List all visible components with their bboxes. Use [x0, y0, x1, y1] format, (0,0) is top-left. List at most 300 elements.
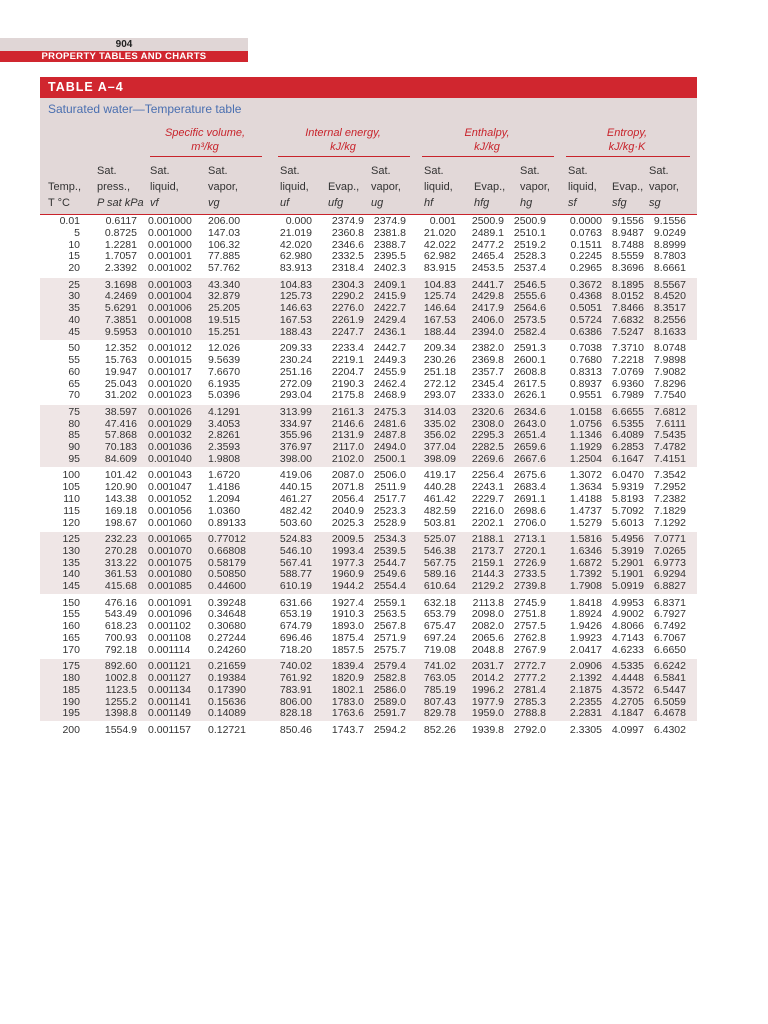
table-cell: 2.0906: [569, 660, 602, 673]
table-cell: 2357.7: [471, 365, 504, 378]
table-cell: 5.3919: [611, 544, 644, 557]
table-cell: 2767.9: [513, 643, 546, 656]
table-cell: 40: [68, 314, 80, 327]
group-rule: [150, 156, 262, 157]
group-header-entropy: [566, 126, 688, 154]
table-cell: 6.4302: [653, 723, 686, 736]
table-cell: 8.9487: [611, 226, 644, 239]
table-cell: 546.10: [279, 544, 312, 557]
table-cell: 2594.2: [373, 723, 406, 736]
table-cell: 4.9002: [611, 608, 644, 621]
table-cell: 567.75: [423, 556, 456, 569]
table-cell: 334.97: [279, 417, 312, 430]
table-cell: 0.30680: [208, 620, 246, 633]
group-header-enthalpy: [422, 126, 552, 154]
table-cell: 0.5051: [569, 302, 602, 315]
table-cell: 567.41: [279, 556, 312, 569]
group-rule: [422, 156, 554, 157]
table-cell: 1.0360: [208, 504, 241, 517]
table-cell: 5.2901: [611, 556, 644, 569]
table-cell: 230.24: [279, 354, 312, 367]
table-cell: 2462.4: [373, 377, 406, 390]
table-cell: 0.001020: [148, 377, 192, 390]
table-cell: 5.0396: [208, 389, 241, 402]
table-cell: 719.08: [423, 643, 456, 656]
table-cell: 32.879: [208, 290, 241, 303]
table-cell: 1.7392: [569, 568, 602, 581]
table-cell: 270.28: [104, 544, 137, 557]
table-cell: 8.1633: [653, 325, 686, 338]
table-cell: 167.53: [279, 314, 312, 327]
table-cell: 2117.0: [332, 441, 364, 454]
table-cell: 2429.4: [373, 314, 406, 327]
table-cell: 2777.2: [513, 672, 546, 685]
table-cell: 1977.9: [471, 695, 504, 708]
table-cell: 7.5435: [653, 429, 686, 442]
table-cell: 2098.0: [471, 608, 504, 621]
table-cell: 0.1511: [570, 238, 602, 251]
column-header-line: P sat kPa: [97, 197, 144, 209]
table-cell: 8.5559: [611, 250, 644, 263]
table-cell: 104.83: [423, 278, 456, 291]
table-cell: 0.8725: [104, 226, 137, 239]
table-cell: 2582.4: [513, 325, 546, 338]
table-cell: 2567.8: [373, 620, 406, 633]
table-cell: 8.4520: [653, 290, 686, 303]
table-cell: 2691.1: [513, 493, 546, 506]
table-cell: 0.27244: [208, 632, 246, 645]
table-cell: 0.2965: [569, 262, 602, 275]
column-header: [150, 163, 179, 211]
table-cell: 251.16: [279, 365, 312, 378]
table-cell: 1.3072: [569, 469, 602, 482]
table-cell: 0.001085: [148, 580, 192, 593]
table-cell: 2065.6: [471, 632, 504, 645]
table-cell: 2517.7: [373, 493, 406, 506]
table-cell: 4.6233: [611, 643, 644, 656]
table-cell: 1.4186: [208, 481, 241, 494]
table-row: [40, 326, 697, 339]
table-cell: 1.2094: [208, 493, 241, 506]
table-cell: 2.2831: [569, 707, 602, 720]
table-cell: 0.001000: [148, 226, 192, 239]
table-cell: 4.9953: [611, 596, 644, 609]
table-cell: 7.1292: [653, 516, 686, 529]
table-cell: 892.60: [104, 660, 137, 673]
table-cell: 6.5447: [653, 683, 686, 696]
table-cell: 2745.9: [513, 596, 546, 609]
table-row: [40, 644, 697, 657]
table-cell: 2475.3: [373, 405, 406, 418]
table-cell: 2381.8: [373, 226, 406, 239]
table-cell: 0.7038: [569, 342, 602, 355]
table-cell: 419.17: [423, 469, 456, 482]
table-cell: 2129.2: [471, 580, 504, 593]
table-cell: 792.18: [104, 643, 137, 656]
table-cell: 0.39248: [208, 596, 246, 609]
group-unit: kJ/kg: [330, 141, 356, 153]
table-cell: 2667.6: [513, 453, 546, 466]
table-row: [40, 262, 697, 275]
table-cell: 1802.1: [331, 683, 364, 696]
table-cell: 2626.1: [513, 389, 546, 402]
table-cell: 0.44600: [208, 580, 246, 593]
column-header-line: Evap.,: [474, 181, 506, 193]
table-cell: 361.53: [104, 568, 137, 581]
table-cell: 0.21659: [208, 660, 246, 673]
table-cell: 31.202: [104, 389, 137, 402]
table-cell: 6.4678: [653, 707, 686, 720]
column-header-line: hfg: [474, 197, 490, 209]
column-header-line: vf: [150, 197, 159, 209]
column-header-line: sg: [649, 197, 661, 209]
table-cell: 2071.8: [331, 481, 364, 494]
table-cell: 1960.9: [331, 568, 364, 581]
table-cell: 4.0997: [611, 723, 644, 736]
table-cell: 0.001023: [148, 389, 192, 402]
table-cell: 190: [62, 695, 80, 708]
table-cell: 8.5567: [653, 278, 686, 291]
table-cell: 0.001002: [148, 262, 192, 275]
table-cell: 0.01: [59, 215, 80, 227]
column-header-line: [474, 163, 505, 179]
table-cell: 2422.7: [373, 302, 406, 315]
table-cell: 1.5279: [569, 516, 602, 529]
table-cell: 763.05: [423, 672, 456, 685]
table-cell: 1.2281: [104, 238, 137, 251]
table-cell: 2409.1: [373, 278, 406, 291]
table-cell: 1820.9: [331, 672, 364, 685]
table-cell: 90: [68, 441, 80, 454]
table-cell: 9.1556: [653, 215, 686, 227]
table-cell: 2.1392: [569, 672, 602, 685]
table-cell: 15.251: [208, 325, 241, 338]
column-header-line: Sat.: [208, 165, 228, 177]
table-cell: 589.16: [423, 568, 456, 581]
table-cell: 852.26: [423, 723, 456, 736]
table-cell: 2290.2: [331, 290, 364, 303]
group-header-specific-volume: [150, 126, 260, 154]
table-cell: 6.5059: [653, 695, 686, 708]
page-header: [0, 38, 248, 64]
table-cell: 2579.4: [373, 660, 406, 673]
table-cell: 77.885: [208, 250, 241, 263]
table-cell: 2082.0: [471, 620, 504, 633]
table-cell: 0.001043: [148, 469, 192, 482]
table-cell: 8.7488: [611, 238, 644, 251]
table-cell: 2481.6: [373, 417, 406, 430]
table-cell: 188.44: [423, 325, 456, 338]
column-header-line: Sat.: [280, 165, 300, 177]
table-cell: 57.762: [208, 262, 241, 275]
table-cell: 1554.9: [104, 723, 137, 736]
table-cell: 696.46: [279, 632, 312, 645]
table-cell: 2788.8: [513, 707, 546, 720]
table-cell: 2304.3: [331, 278, 364, 291]
table-cell: 0.9551: [569, 389, 602, 402]
table-cell: 0.001141: [148, 695, 192, 708]
table-cell: 0.001102: [148, 620, 192, 633]
table-cell: 2781.4: [513, 683, 546, 696]
table-cell: 807.43: [423, 695, 456, 708]
table-cell: 70: [68, 389, 80, 402]
table-cell: 2318.4: [331, 262, 364, 275]
table-cell: 0.001080: [148, 568, 192, 581]
table-cell: 2031.7: [471, 660, 504, 673]
table-cell: 7.3542: [653, 469, 686, 482]
table-cell: 232.23: [104, 533, 137, 545]
table-cell: 461.42: [423, 493, 456, 506]
table-cell: 155: [62, 608, 80, 621]
table-cell: 2519.2: [513, 238, 546, 251]
table-cell: 806.00: [279, 695, 312, 708]
table-cell: 6.7989: [611, 389, 644, 402]
table-cell: 175: [62, 660, 80, 673]
column-header-line: uf: [280, 197, 290, 209]
table-cell: 7.1829: [653, 504, 686, 517]
table-cell: 2455.9: [373, 365, 406, 378]
table-cell: 5: [74, 226, 80, 239]
table-cell: 2762.8: [513, 632, 546, 645]
section-title: PROPERTY TABLES AND CHARTS: [0, 51, 248, 62]
table-cell: 0.001127: [148, 672, 192, 685]
table-cell: 5.8193: [611, 493, 644, 506]
table-cell: 1910.3: [331, 608, 364, 621]
table-cell: 2146.6: [331, 417, 364, 430]
table-cell: 419.06: [279, 469, 312, 482]
table-cell: 2374.9: [331, 215, 364, 227]
table-cell: 828.18: [279, 707, 312, 720]
table-cell: 195: [62, 707, 80, 720]
table-cell: 2511.9: [374, 481, 406, 494]
table-cell: 105: [62, 481, 80, 494]
table-cell: 4.1847: [611, 707, 644, 720]
table-cell: 160: [62, 620, 80, 633]
table-cell: 6.6655: [611, 405, 644, 418]
table-cell: 0.7680: [569, 354, 602, 367]
table-cell: 62.982: [423, 250, 456, 263]
table-cell: 2374.9: [373, 215, 406, 227]
table-cell: 610.64: [423, 580, 456, 593]
table-cell: 6.5355: [611, 417, 644, 430]
table-cell: 7.3851: [104, 314, 137, 327]
table-cell: 2.3392: [104, 262, 137, 275]
table-cell: 2056.4: [331, 493, 364, 506]
table-cell: 6.6650: [653, 643, 686, 656]
column-header: [328, 163, 359, 211]
table-cell: 1993.4: [331, 544, 364, 557]
group-unit: kJ/kg·K: [608, 141, 646, 153]
table-cell: 6.1647: [611, 453, 644, 466]
table-cell: 2394.0: [471, 325, 504, 338]
table-cell: 3.1698: [104, 278, 137, 291]
table-row: [40, 517, 697, 530]
table-cell: 7.0771: [653, 533, 686, 545]
table-cell: 0.4368: [569, 290, 602, 303]
table-cell: 2188.1: [471, 533, 504, 545]
table-cell: 2388.7: [373, 238, 406, 251]
table-cell: 5.0919: [611, 580, 644, 593]
table-cell: 2534.3: [373, 533, 406, 545]
table-row: [40, 580, 697, 593]
table-cell: 0.89133: [208, 516, 246, 529]
table-cell: 2.3305: [569, 723, 602, 736]
table-cell: 5.7092: [611, 504, 644, 517]
table-cell: 2643.0: [513, 417, 546, 430]
table-cell: 476.16: [104, 596, 137, 609]
table-cell: 8.6661: [653, 262, 686, 275]
table-cell: 7.2382: [653, 493, 686, 506]
table-cell: 0.001114: [148, 643, 191, 656]
column-header-line: sfg: [612, 197, 627, 209]
table-cell: 7.4782: [653, 441, 686, 454]
table-cell: 130: [62, 544, 80, 557]
table-cell: 524.83: [279, 533, 312, 545]
column-header-line: Temp.,: [48, 181, 82, 193]
column-header-line: vapor,: [649, 181, 679, 193]
table-cell: 169.18: [104, 504, 137, 517]
table-cell: 398.09: [423, 453, 456, 466]
table-row: [40, 389, 697, 402]
table-cell: 50: [68, 342, 80, 355]
table-cell: 2465.4: [471, 250, 504, 263]
table-cell: 251.18: [423, 365, 456, 378]
table-cell: 740.02: [279, 660, 312, 673]
table-cell: 0.8937: [569, 377, 602, 390]
column-header-line: Sat.: [424, 165, 444, 177]
table-cell: 2102.0: [331, 453, 364, 466]
table-cell: 146.63: [279, 302, 312, 315]
table-cell: 21.019: [279, 226, 312, 239]
table-cell: 0.001012: [148, 342, 192, 355]
table-cell: 1783.0: [331, 695, 364, 708]
table-cell: 2571.9: [373, 632, 406, 645]
table-cell: 2546.5: [513, 278, 546, 291]
table-cell: 200: [62, 723, 80, 736]
table-cell: 2.8261: [208, 429, 241, 442]
table-cell: 1944.2: [331, 580, 364, 593]
column-header: [280, 163, 309, 211]
table-cell: 0.001000: [148, 215, 192, 227]
table-cell: 0.5724: [569, 314, 602, 327]
table-cell: 1398.8: [104, 707, 137, 720]
table-cell: 0.001056: [148, 504, 192, 517]
page-number: 904: [0, 38, 248, 51]
table-cell: 2785.3: [513, 695, 546, 708]
table-cell: 21.020: [423, 226, 456, 239]
table-cell: 0.001015: [148, 354, 192, 367]
column-header-line: Sat.: [150, 165, 170, 177]
column-header-line: Evap.,: [328, 181, 360, 193]
table-cell: 2436.1: [373, 325, 406, 338]
table-cell: 1763.6: [331, 707, 364, 720]
table-cell: 2528.3: [513, 250, 546, 263]
table-cell: 2282.5: [471, 441, 504, 454]
column-header: [612, 163, 643, 211]
table-cell: 0.2245: [569, 250, 602, 263]
table-cell: 2706.0: [513, 516, 546, 529]
table-cell: 140: [62, 568, 80, 581]
table-cell: 272.12: [423, 377, 456, 390]
table-cell: 0.001036: [148, 441, 192, 454]
table-cell: 7.5247: [611, 325, 644, 338]
table-cell: 2204.7: [331, 365, 364, 378]
table-cell: 1.9923: [569, 632, 602, 645]
table-cell: 741.02: [423, 660, 456, 673]
table-cell: 675.47: [423, 620, 456, 633]
table-cell: 7.6111: [655, 417, 686, 430]
table-cell: 12.026: [208, 342, 241, 355]
table-cell: 7.3710: [611, 342, 644, 355]
table-cell: 6.9360: [611, 377, 644, 390]
table-cell: 503.81: [423, 516, 456, 529]
column-header-line: [328, 163, 359, 179]
table-cell: 0.001157: [148, 723, 192, 736]
table-cell: 1.5816: [569, 533, 602, 545]
table-cell: 335.02: [423, 417, 456, 430]
column-header-line: [612, 163, 643, 179]
table-cell: 2487.8: [373, 429, 406, 442]
table-cell: 104.83: [279, 278, 312, 291]
table-cell: 120: [62, 516, 80, 529]
table-cell: 125: [62, 533, 80, 545]
table-cell: 2591.3: [513, 342, 546, 355]
table-cell: 7.2952: [653, 481, 686, 494]
table-cell: 9.1556: [611, 215, 644, 227]
table-cell: 5.9319: [611, 481, 644, 494]
column-header-line: [48, 163, 81, 179]
group-name: Entropy,: [606, 127, 648, 139]
table-cell: 0.001004: [148, 290, 192, 303]
table-cell: 482.42: [279, 504, 312, 517]
table-cell: 30: [68, 290, 80, 303]
table-cell: 2417.9: [471, 302, 504, 315]
table-cell: 4.5335: [611, 660, 644, 673]
table-cell: 42.020: [279, 238, 312, 251]
table-cell: 15.763: [104, 354, 137, 367]
table-cell: 2113.8: [472, 596, 504, 609]
table-cell: 1.6872: [569, 556, 602, 569]
table-cell: 2720.1: [513, 544, 546, 557]
table-cell: 62.980: [279, 250, 312, 263]
table-cell: 167.53: [423, 314, 456, 327]
table-cell: 145: [62, 580, 80, 593]
table-cell: 7.6670: [208, 365, 241, 378]
table-cell: 8.8999: [653, 238, 686, 251]
table-cell: 2269.6: [471, 453, 504, 466]
table-cell: 1.0158: [569, 405, 602, 418]
table-cell: 2500.9: [471, 215, 504, 227]
table-cell: 2173.7: [471, 544, 504, 557]
group-name: Enthalpy,: [464, 127, 510, 139]
table-cell: 1977.3: [331, 556, 364, 569]
table-cell: 503.60: [279, 516, 312, 529]
table-cell: 6.1935: [208, 377, 241, 390]
table-cell: 100: [62, 469, 80, 482]
table-cell: 146.64: [423, 302, 456, 315]
table-cell: 85: [68, 429, 80, 442]
table-cell: 47.416: [104, 417, 137, 430]
table-cell: 1.2504: [569, 453, 602, 466]
table-cell: 2510.1: [513, 226, 546, 239]
table-cell: 147.03: [208, 226, 241, 239]
table-cell: 2698.6: [513, 504, 546, 517]
table-cell: 674.79: [279, 620, 312, 633]
table-cell: 125.73: [279, 290, 312, 303]
column-header-line: vapor,: [520, 181, 550, 193]
table-row: [40, 453, 697, 466]
table-cell: 106.32: [208, 238, 241, 251]
